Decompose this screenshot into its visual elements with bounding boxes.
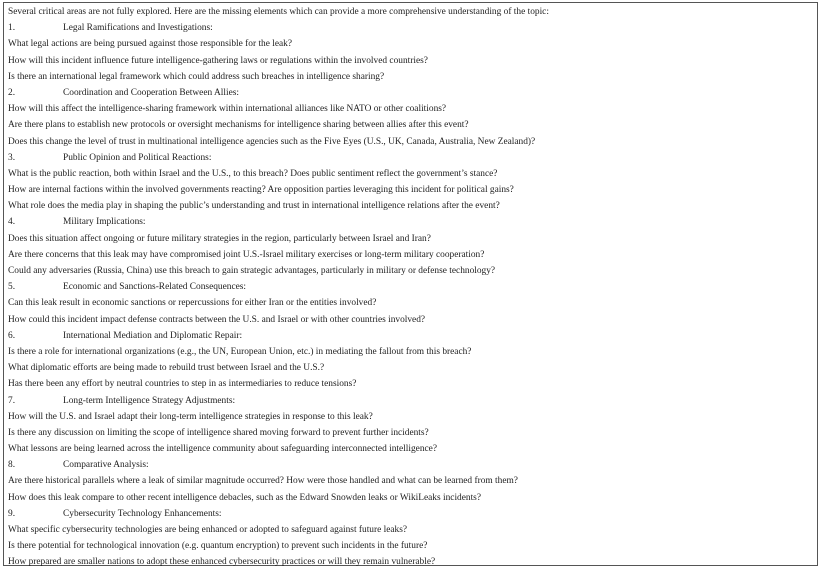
document-body	[8, 4, 813, 571]
section-number: 3.	[8, 152, 16, 163]
question-line: What diplomatic efforts are being made to rebuild trust between Israel and the U.S.?	[8, 363, 325, 374]
question-line: What is the public reaction, both within Israel and the U.S., to this breach? Does public sentiment reflect the government’s stance?	[8, 168, 498, 179]
section-heading	[8, 506, 813, 522]
question-line: Is there any discussion on limiting the scope of intelligence shared moving forward to prevent further incidents?	[8, 427, 429, 438]
section-title: Economic and Sanctions-Related Consequences:	[63, 282, 247, 293]
section-heading	[8, 328, 813, 344]
section-title: International Mediation and Diplomatic Repair:	[63, 330, 243, 341]
question-line: Could any adversaries (Russia, China) use this breach to gain strategic advantages, particularly in military or defense technology?	[8, 266, 496, 276]
question-line: What role does the media play in shaping the public’s understanding and trust in international intelligence relations after the event?	[8, 201, 500, 212]
section-number: 2.	[8, 87, 16, 98]
question-line: How will this affect the intelligence-sharing framework within international alliances like NATO or other coalitions?	[8, 104, 447, 115]
section-title: Cybersecurity Technology Enhancements:	[63, 508, 222, 519]
section-title: Public Opinion and Political Reactions:	[63, 152, 212, 163]
question-line: How will this incident influence future intelligence-gathering laws or regulations within the involved countries?	[8, 55, 428, 66]
question-line: Has there been any effort by neutral countries to step in as intermediaries to reduce tensions?	[8, 379, 357, 390]
question-line: Does this change the level of trust in multinational intelligence agencies such as the Five Eyes (U.S., UK, Canada, Australia, New Zealand)?	[8, 136, 536, 147]
section-title: Coordination and Cooperation Between Allies:	[63, 87, 240, 98]
question-line: Is there an international legal framework which could address such breaches in intelligence sharing?	[8, 71, 385, 82]
section-number: 8.	[8, 460, 16, 471]
section-title: Long-term Intelligence Strategy Adjustments:	[63, 395, 236, 406]
question-line: How prepared are smaller nations to adopt these enhanced cybersecurity practices or will they remain vulnerable?	[8, 557, 436, 568]
question-line: How could this incident impact defense contracts between the U.S. and Israel or with other countries involved?	[8, 314, 426, 325]
section-heading	[8, 20, 813, 36]
document-frame	[3, 2, 818, 566]
section-heading	[8, 457, 813, 473]
section-number: 7.	[8, 395, 16, 406]
intro-text: Several critical areas are not fully explored. Here are the missing elements which can provide a more comprehensive understanding of the topic:	[8, 7, 549, 17]
question-line: Can this leak result in economic sanctions or repercussions for either Iran or the entities involved?	[8, 298, 377, 309]
question-line: Are there historical parallels where a leak of similar magnitude occurred? How were those handled and what can be learned from them?	[8, 476, 518, 487]
question-line: Are there concerns that this leak may have compromised joint U.S.-Israel military exercises or long-term military cooperation?	[8, 249, 485, 260]
section-number: 6.	[8, 330, 16, 341]
section-title: Comparative Analysis:	[63, 460, 149, 471]
section-heading	[8, 214, 813, 230]
section-number: 1.	[8, 23, 16, 34]
question-line: Is there a role for international organizations (e.g., the UN, European Union, etc.) in mediating the fallout from this breach?	[8, 346, 472, 357]
section-heading	[8, 393, 813, 409]
question-line: Is there potential for technological innovation (e.g. quantum encryption) to prevent such incidents in the future?	[8, 541, 428, 552]
question-line: Does this situation affect ongoing or future military strategies in the region, particularly between Israel and Iran?	[8, 233, 431, 244]
question-line: What specific cybersecurity technologies are being enhanced or adopted to safeguard against future leaks?	[8, 525, 408, 535]
section-heading	[8, 150, 813, 166]
question-line: Are there plans to establish new protocols or oversight mechanisms for intelligence sharing between allies after this event?	[8, 120, 469, 131]
section-heading	[8, 85, 813, 101]
section-heading	[8, 279, 813, 295]
question-line: What lessons are being learned across the intelligence community about safeguarding interconnected intelligence?	[8, 444, 438, 455]
section-number: 4.	[8, 217, 16, 228]
question-line: How will the U.S. and Israel adapt their long-term intelligence strategies in response to this leak?	[8, 411, 373, 422]
section-title: Legal Ramifications and Investigations:	[63, 23, 213, 34]
question-line: What legal actions are being pursued against those responsible for the leak?	[8, 39, 293, 50]
section-title: Military Implications:	[63, 217, 146, 228]
section-number: 9.	[8, 508, 16, 519]
section-number: 5.	[8, 282, 16, 293]
question-line: How does this leak compare to other recent intelligence debacles, such as the Edward Snowden leaks or WikiLeaks incidents?	[8, 492, 481, 503]
question-line: How are internal factions within the involved governments reacting? Are opposition parties leveraging this incident for political gains?	[8, 185, 514, 196]
